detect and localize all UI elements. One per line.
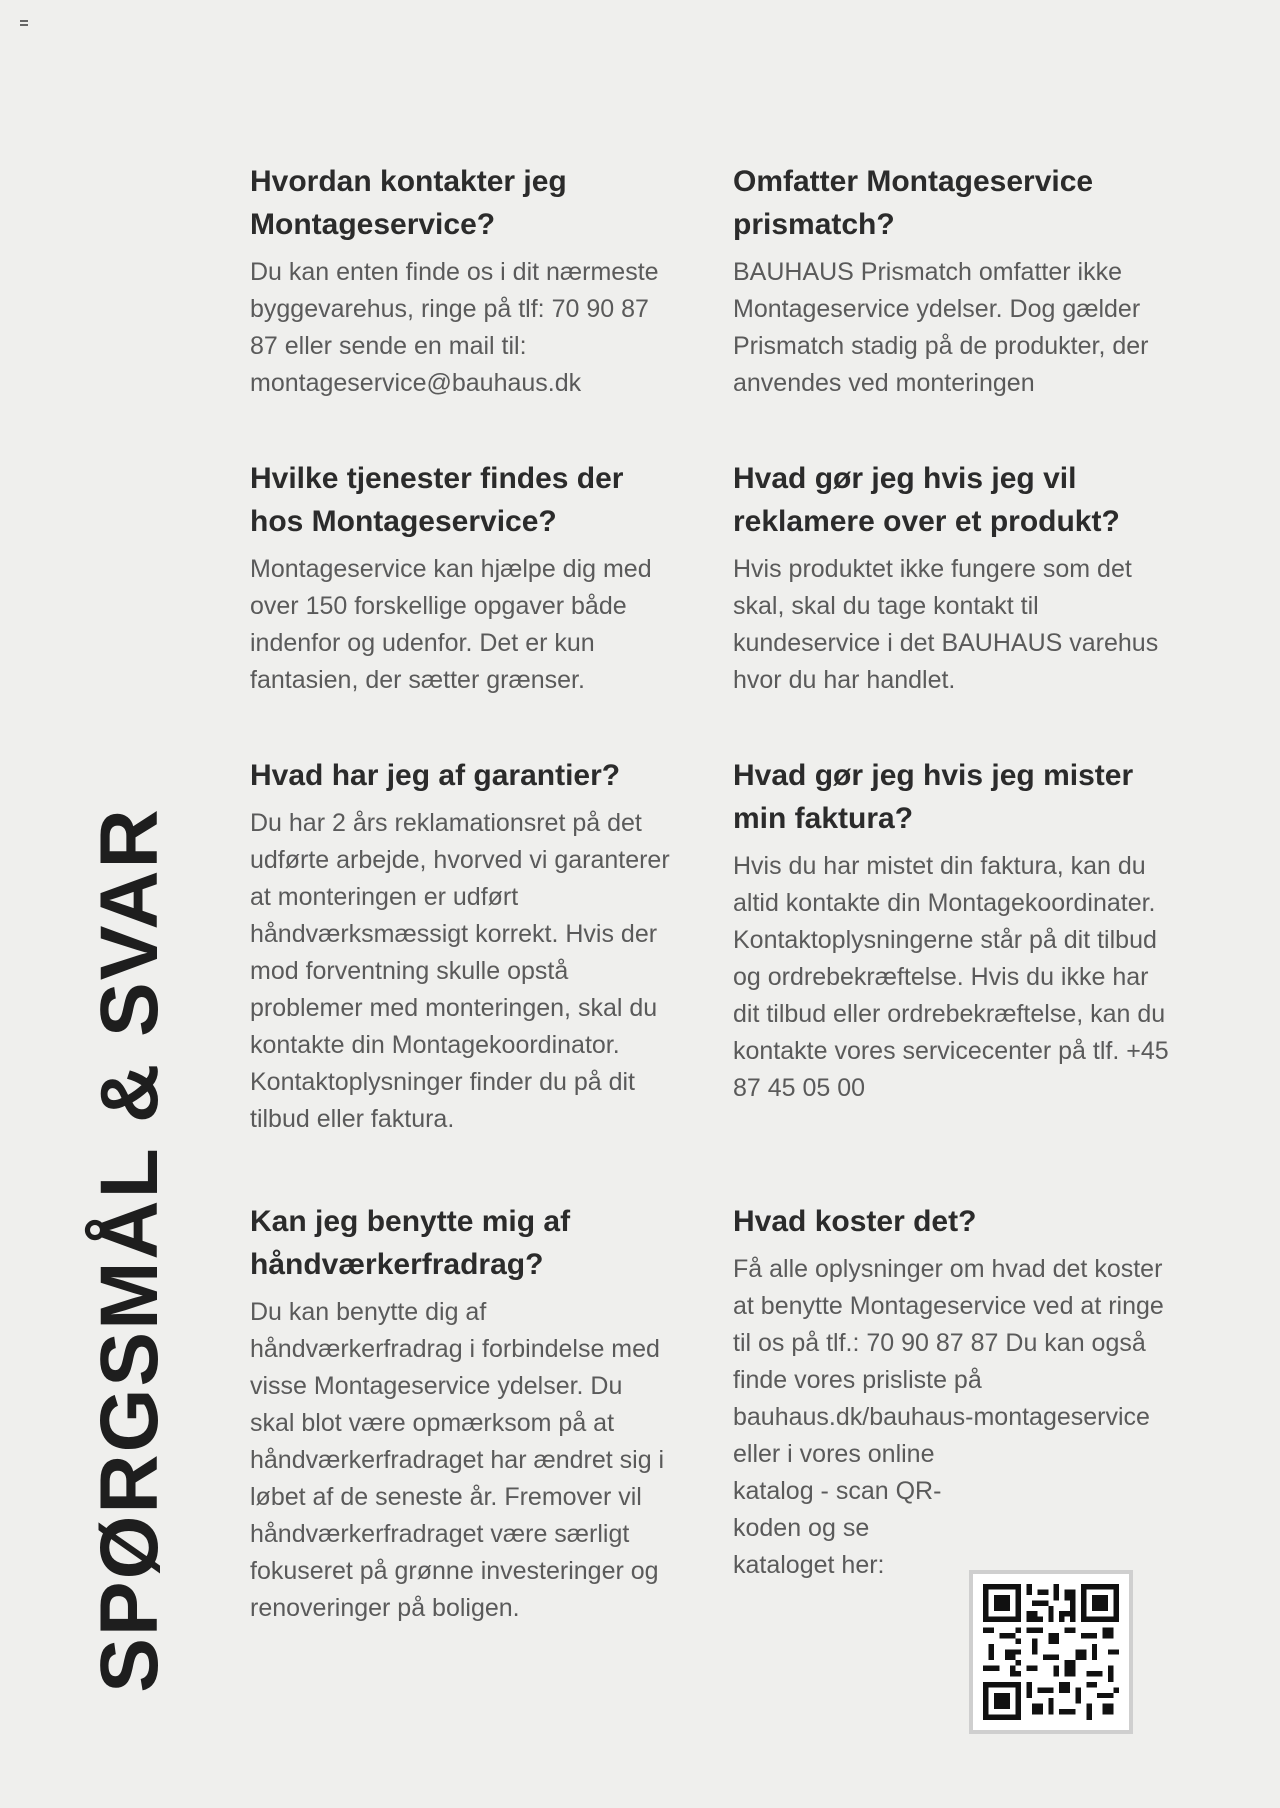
answer-text: Hvis du har mistet din faktura, kan du altid kontakte din Montagekoordinater. Kontaktoplysningerne står på dit tilbud og ordrebekræftelse. Hvis du ikke har dit tilbud eller ordrebekræftelse, kan du kontakte vores servicecenter på tlf. +45 87 45 05 00 [733,852,1169,1102]
qr-code[interactable] [969,1570,1133,1734]
question-heading: Hvad koster det? [733,1205,977,1238]
question-heading: Kan jeg benytte mig af håndværkerfradrag? [250,1205,571,1281]
qr-caption: eller i vores online katalog - scan QR-koden og se kataloget her: [733,1440,942,1579]
question-heading: Hvilke tjenester findes der hos Montageservice? [250,462,624,538]
answer-text: Hvis produktet ikke fungere som det skal, skal du tage kontakt til kundeservice i det BAUHAUS varehus hvor du har handlet. [733,555,1159,694]
answer-text: Du har 2 års reklamationsret på det udførte arbejde, hvorved vi garanterer at monteringen er udført håndværksmæssigt korrekt. Hvis der mod forventning skulle opstå problemer med monteringen, skal du kontakte din Montagekoordinator. Kontaktoplysninger finder du på dit tilbud eller faktura. [250,809,670,1133]
answer-text: Få alle oplysninger om hvad det koster at benytte Montageservice ved at ringe til os på tlf.: 70 90 87 87 Du kan også finde vores prisliste på bauhaus.dk/bauhaus-montageservice [733,1255,1164,1431]
menu-icon[interactable] [20,20,28,26]
qr-code-icon [983,1584,1119,1720]
question-heading: Hvad gør jeg hvis jeg mister min faktura? [733,759,1134,835]
qa-prismatch [733,160,1173,402]
question-heading: Hvad gør jeg hvis jeg vil reklamere over et produkt? [733,462,1120,538]
qa-complaint [733,457,1173,699]
qa-lost-invoice [733,754,1173,1107]
question-heading: Hvad har jeg af garantier? [250,759,621,792]
question-heading: Hvordan kontakter jeg Montageservice? [250,165,567,241]
answer-text: Du kan enten finde os i dit nærmeste byggevarehus, ringe på tlf: 70 90 87 87 eller sende en mail til: montageservice@bauhaus.dk [250,258,659,397]
qa-services [250,457,670,699]
qa-price [733,1200,1173,1584]
answer-text: BAUHAUS Prismatch omfatter ikke Montageservice ydelser. Dog gælder Prismatch stadig på de produkter, der anvendes ved monteringen [733,258,1149,397]
qa-warranty [250,754,670,1138]
answer-text: Montageservice kan hjælpe dig med over 150 forskellige opgaver både indenfor og udenfor. Det er kun fantasien, der sætter grænser. [250,555,652,694]
qa-tax-deduction [250,1200,670,1627]
answer-text: Du kan benytte dig af håndværkerfradrag i forbindelse med visse Montageservice ydelser. Du skal blot være opmærksom på at håndværkerfradraget har ændret sig i løbet af de seneste år. Fremover vil håndværkerfradraget være særligt fokuseret på grønne investeringer og renoveringer på boligen. [250,1298,665,1622]
page-title-vertical: SPØRGSMÅL & SVAR [84,807,175,1693]
question-heading: Omfatter Montageservice prismatch? [733,165,1094,241]
qa-contact [250,160,670,402]
